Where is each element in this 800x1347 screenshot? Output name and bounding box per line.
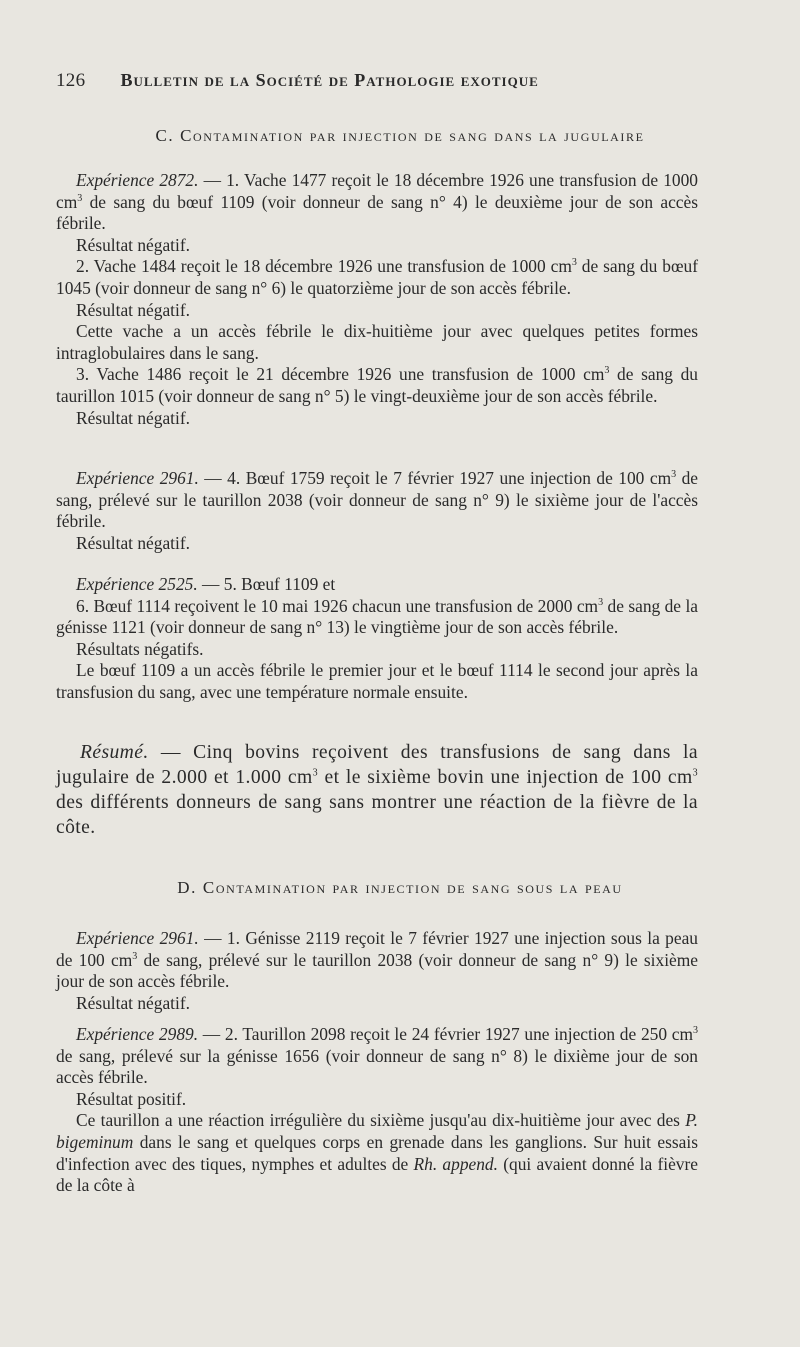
- superscript: 3: [77, 192, 83, 204]
- text: — 1. Vache 1477 reçoit le 18 décembre 1926 une transfusion de 1000 cm: [56, 170, 698, 212]
- text: de sang, prélevé sur la génisse 1656 (voir donneur de sang n° 8) le dixième jour de son accès fébrile.: [56, 1045, 698, 1088]
- paragraph: [56, 574, 698, 596]
- result: Résultat négatif.: [76, 532, 190, 553]
- paragraph: [56, 1110, 698, 1196]
- text: (qui avaient donné la fièvre de la côte à: [56, 1153, 698, 1196]
- text: 3. Vache 1486 reçoit le 21 décembre 1926 une transfusion de 1000 cm: [76, 364, 605, 385]
- superscript: 3: [604, 365, 610, 377]
- text: — 5. Bœuf 1109 et: [197, 574, 336, 594]
- paragraph: [56, 170, 698, 235]
- paragraph: [56, 596, 698, 639]
- text: de sang du bœuf 1045 (voir donneur de sang n° 6) le quatorzième jour de son accès fébrile.: [56, 256, 698, 298]
- result: Résultat négatif.: [76, 299, 190, 320]
- text: 6. Bœuf 1114 reçoivent le 10 mai 1926 chacun une transfusion de 2000 cm: [76, 595, 599, 616]
- page-number: 126: [56, 70, 86, 91]
- summary: [56, 740, 698, 840]
- text: de sang du taurillon 1015 (voir donneur de sang n° 5) le vingt-deuxième jour de son accès fébrile.: [56, 364, 698, 406]
- superscript: 3: [692, 767, 698, 779]
- result: Résultat positif.: [76, 1088, 187, 1109]
- superscript: 3: [671, 469, 677, 481]
- text: de sang du bœuf 1109 (voir donneur de sang n° 4) le deuxième jour de son accès fébrile.: [56, 191, 698, 234]
- section-heading-c: C. Contamination par injection de sang dans la jugulaire: [155, 126, 645, 145]
- experiment-2961-b: [56, 928, 698, 1014]
- summary-paragraph: [56, 740, 698, 840]
- text: de sang de la génisse 1121 (voir donneur de sang n° 13) le vingtième jour de son accès fébrile.: [56, 595, 698, 638]
- paragraph: [56, 468, 698, 533]
- journal-title: Bulletin de la Société de Pathologie exotique: [120, 70, 539, 90]
- result: Résultat négatif.: [76, 992, 190, 1013]
- superscript: 3: [571, 257, 577, 269]
- text: des différents donneurs de sang sans montrer une réaction de la fièvre de la côte.: [56, 792, 698, 838]
- result: Résultat négatif.: [76, 407, 190, 428]
- paragraph: Cette vache a un accès fébrile le dix-huitième jour avec quelques petites formes intraglobulaires dans le sang.: [56, 321, 698, 363]
- paragraph: [56, 928, 698, 993]
- experiment-2525: [56, 574, 698, 704]
- text: Ce taurillon a une réaction irrégulière du sixième jusqu'au dix-huitième jour avec des: [76, 1110, 686, 1131]
- text: et le sixième bovin une injection de 100 cm: [318, 767, 693, 788]
- superscript: 3: [132, 950, 138, 962]
- experiment-label: Expérience 2525.: [76, 574, 198, 594]
- experiment-label: Expérience 2961.: [76, 928, 199, 948]
- superscript: 3: [693, 1025, 699, 1037]
- text: — 2. Taurillon 2098 reçoit le 24 février 1927 une injection de 250 cm: [198, 1024, 694, 1044]
- result: Résultat négatif.: [76, 234, 190, 255]
- text: — 1. Génisse 2119 reçoit le 7 février 1927 une injection sous la peau de 100 cm: [56, 928, 699, 970]
- experiment-label: Expérience 2961.: [76, 468, 199, 488]
- tick-name: Rh. append.: [413, 1153, 498, 1174]
- superscript: 3: [312, 767, 319, 779]
- experiment-2989: [56, 1024, 698, 1197]
- species-name: P. bigeminum: [56, 1110, 698, 1152]
- experiment-label: Expérience 2872.: [76, 170, 199, 190]
- text: de sang, prélevé sur le taurillon 2038 (voir donneur de sang n° 9) le sixième jour de l'accès fébrile.: [56, 468, 699, 532]
- superscript: 3: [598, 596, 604, 608]
- summary-label: Résumé.: [80, 742, 149, 763]
- section-heading-d: D. Contamination par injection de sang sous la peau: [177, 878, 623, 897]
- paragraph: [56, 1024, 698, 1089]
- text: de sang, prélevé sur le taurillon 2038 (voir donneur de sang n° 9) le sixième jour de son accès fébrile.: [56, 949, 698, 992]
- result: Résultats négatifs.: [76, 638, 204, 659]
- experiment-label: Expérience 2989.: [76, 1024, 199, 1044]
- experiment-2872: [56, 170, 698, 429]
- experiment-2961-a: [56, 468, 698, 554]
- paragraph: [56, 364, 698, 407]
- text: 2. Vache 1484 reçoit le 18 décembre 1926 une transfusion de 1000 cm: [76, 256, 572, 277]
- running-header: [56, 70, 736, 92]
- paragraph: [56, 256, 698, 299]
- paragraph: Le bœuf 1109 a un accès fébrile le premier jour et le bœuf 1114 le second jour après la transfusion du sang, avec une température normale ensuite.: [56, 660, 698, 702]
- text: dans le sang et quelques corps en grenade dans les ganglions. Sur huit essais d'infection avec des tiques, nymphes et adultes de: [56, 1131, 698, 1174]
- text: — 4. Bœuf 1759 reçoit le 7 février 1927 une injection de 100 cm: [198, 468, 672, 488]
- text: — Cinq bovins reçoivent des transfusions de sang dans la jugulaire de 2.000 et 1.000 cm: [56, 742, 698, 788]
